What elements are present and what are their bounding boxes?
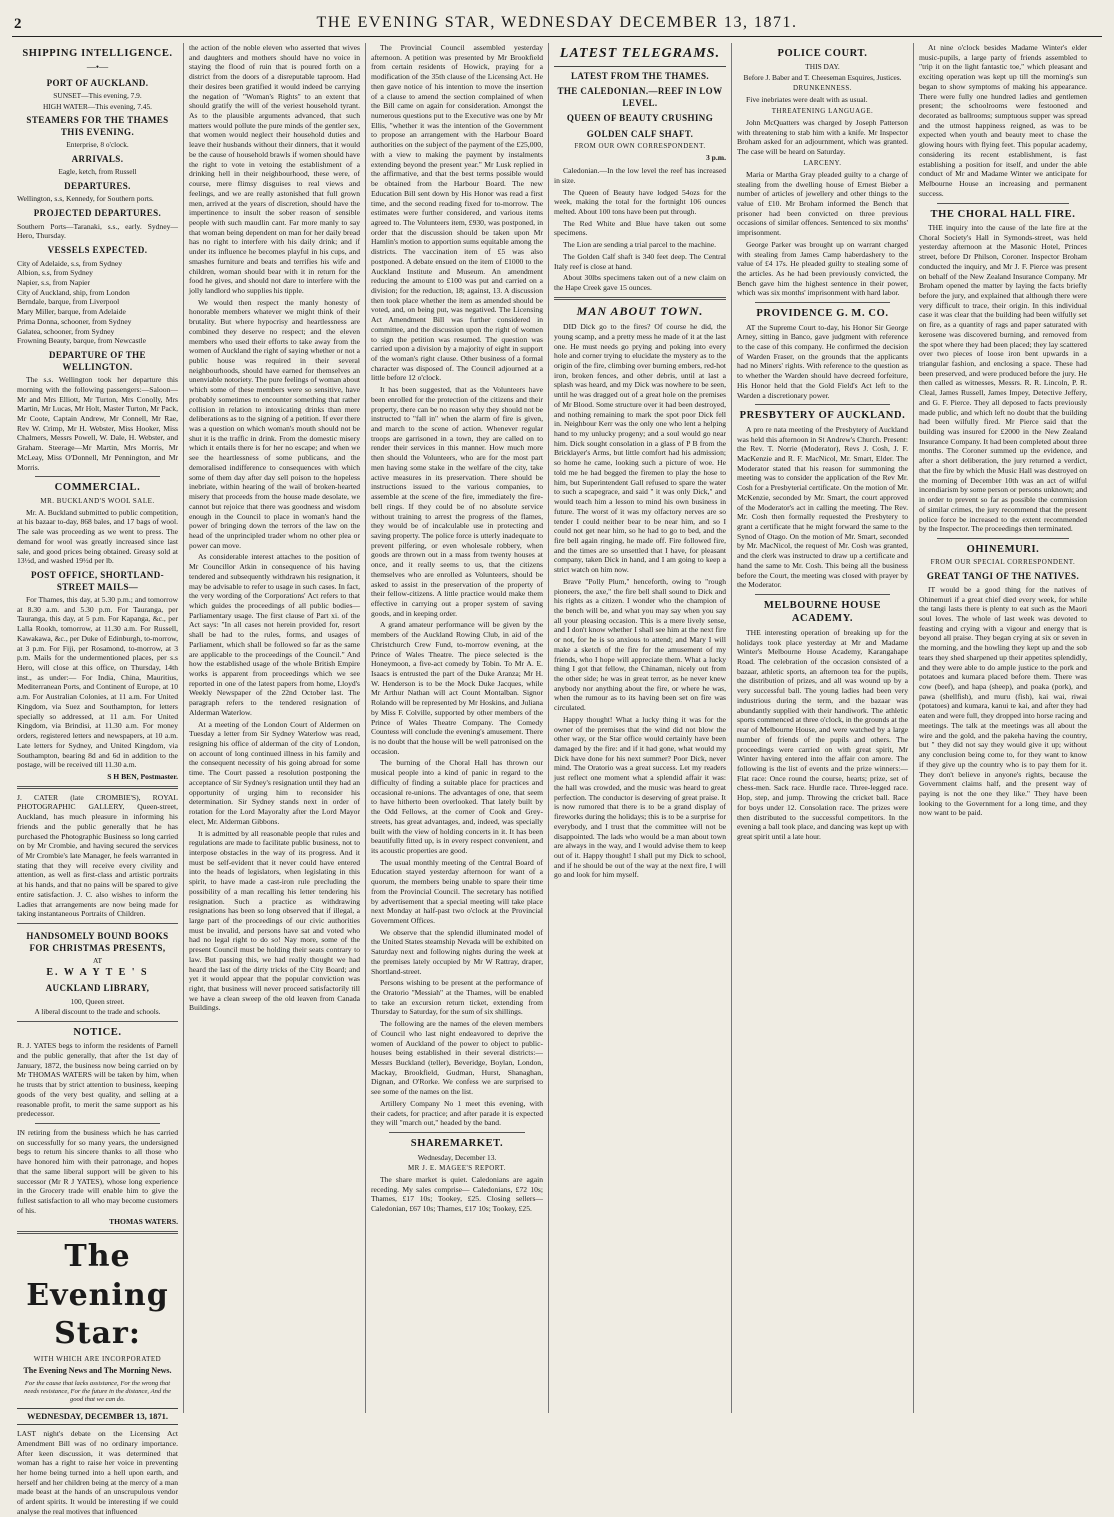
telegram-paragraph: The Lion are sending a trial parcel to the machine. xyxy=(563,240,717,250)
providence-heading: PROVIDENCE G. M. CO. xyxy=(756,308,889,320)
projected-text: Southern Ports—Taranaki, s.s., early. Sydney—Hero, Thursday. xyxy=(17,221,178,241)
notice-text: R. J. YATES begs to inform the residents of Parnell and the public generally, that after the 1st day of January, 1872, the business now being carried on by Mr THOMAS WATERS will be taken by him, when he trusts that by strict attention to business, keeping goods of the very best quality, and selling at a reasonable profit, to merit the same support as his predecessor. xyxy=(17,1041,178,1119)
columns xyxy=(12,43,1102,1516)
article-paragraph: Persons wishing to be present at the performance of the Oratorio "Messiah" at the Thames, will be enabled to take an excursion return ticket, extending from Thursday to Saturday, for the sum of six shillings. xyxy=(371,978,543,1017)
page-number: 2 xyxy=(14,16,22,32)
article-paragraph: Happy thought! What a lucky thing it was for the owner of the premises that the wind did not blow the other way, or the Star office would certainly have been damaged by the fire: and if it had gone, what would my Dick have done for his next summer? Poor Dick, never mind. The Oratorio was a great success. Let my readers just reflect one moment what a splendid affair it was: the hall was crowded, and the music was heard to great perfection. The conductor is deserving of great praise. It is now rumored that there is to be a grand display of fireworks during the holidays; this is to be a surprise for everybody, and I trust that the committee will not be disappointed. The lads who would be a man about town are always in the way, and I would advise them to keep out of it. Happy thought! I shall put my Dick to school, and if he should be out of the way at the next fire, I will go and look for him myself. xyxy=(554,714,726,880)
list-item: Prima Donna, schooner, from Sydney xyxy=(17,316,132,326)
larceny-text: Maria or Martha Gray pleaded guilty to a charge of stealing from the dwelling house of Ernest Bieber a number of articles of jewellery and other things to the value of £10. Mr Broham informed the Bench that prisoner had been convicted on three previous occasions of similar offences. Sentenced to six months' imprisonment. xyxy=(737,169,908,238)
list-item: Mary Miller, barque, from Adelaide xyxy=(17,307,126,317)
arrivals-heading: ARRIVALS. xyxy=(71,153,124,164)
queen-heading: QUEEN OF BEAUTY CRUSHING xyxy=(566,113,714,124)
presbytery-heading: PRESBYTERY OF AUCKLAND. xyxy=(739,410,906,422)
divider xyxy=(554,297,726,300)
wool-heading: MR. BUCKLAND'S WOOL SALE. xyxy=(40,496,155,505)
departures-text: Wellington, s.s, Kennedy, for Southern ports. xyxy=(17,194,154,204)
sharemarket-sub: MR J. E. MAGEE'S REPORT. xyxy=(407,1163,507,1172)
wellington-text: The s.s. Wellington took her departure this morning with the following passengers:—Saloon—Mr and Mrs Elliott, Mr Turton, Mrs Conolly, Mrs Martin, Mr Lucas, Mr Holt, Master Turton, Mr Pack, Mr Coote, Captain Andrew, Mr Connell, Mr Rae, Rev W. Crimp, Mr H. Webster, Miss Hooker, Miss Chalmers, Messrs Powell, W. Dale, H. Webster, and Graham. Steerage—Mr Martin, Mrs Morris, Mr McLeay, Miss O'Donnell, Mr Pennington, and Mr Morris. xyxy=(17,375,178,472)
this-day: THIS DAY. xyxy=(805,62,840,72)
divider xyxy=(35,1123,160,1124)
divider xyxy=(937,203,1069,204)
article-paragraph: the action of the noble eleven who asserted that wives and daughters and mothers should have no voice in staying the flood of ruin that is poured forth on a district from the doors of a disreputable taproom. Had their desires been gratified it would indeed be carrying the negation of "Woman's Rights" to an extent that should gratify the will of the veriest household tyrant. As to the plausible arguments advanced, that such matters would pollute the pure minds of the gentler sex, that women would neglect their household duties and leave their husbands without their dinners, that it would be the cause of household brawls if women should have the right to vote in vetoing the establishment of a drinking hell in their neighbourhood, these were, of course, mere flimsy disguises to real views and feelings, and we are really astonished that full grown men, arrived at the years of discretion, should have the impertinence to insult the sober reason of sensible people with such maudlin cant. Far more manly to say that woman being dependent on man for her daily bread has no right to interfere with his daily drink; and if under its influence he becomes playful in his cups, and smashes furniture and beats and terrifies his wife and children, woman should bear with it in return for the food he gives, and should not dare to interfere with the jolly landlord who supplies his tipple. xyxy=(189,43,360,295)
steamers-text: Enterprise, 8 o'clock. xyxy=(66,140,129,150)
shipping-heading: SHIPPING INTELLIGENCE. xyxy=(22,48,173,59)
article-paragraph: The usual monthly meeting of the Central Board of Education stayed yesterday afternoon for want of a quorum, the members being unable to spare their time from the Provincial Council. The secretary has notified by advertisement that a special meeting will take place next Monday at half-past two o'clock at the Provincial Government Offices. xyxy=(371,857,543,925)
wayte-note: A liberal discount to the trade and schools. xyxy=(34,1007,161,1017)
article-paragraph: The burning of the Choral Hall has thrown our musical people into a kind of panic in regard to the difficulty of finding a suitable place for practices and occasional re-unions. The advantages of one, that seem to have hitherto been overlooked. That lately built by the Odd Fellows, at the corner of Cook and Grey-streets, has great advantages, and, indeed, was specially built with the view of holding concerts in it. It has been beautifully fitted up, is in every respect convenient, and its acoustic properties are good. xyxy=(371,758,543,855)
drunkenness-text: Five inebriates were dealt with as usual. xyxy=(746,95,868,105)
correspondent-line: FROM OUR OWN CORRESPONDENT. xyxy=(574,142,706,151)
article-paragraph: We would then respect the manly honesty of honorable members whatever we might think of their brutality. But where hypocrisy and heartlessness are combined they deserve no respect; and the eleven members who used their efforts to take away from the women of Auckland the right of saying whether or not a public house was required in their several neighbourhoods, should have earned for themselves an unenviable notoriety. The pure feelings of woman about which some of these members were so sensitive, have probably sometimes to encounter something that rather collision in relation to intoxicating drinks than mere deliberations as to the signing of a petition. If ever there was a question on which woman's mouth should not be shut it is the traffic in drink. From the domestic misery which it entails there is for her no escape; and when we see the heartlessness of some publicans, and the demoralised indifference to consequences with which some of them day after day sell poison to the hopeless inebriate, within hearing of the wail of broken-hearted misery that proceeds from the house made desolate, we cannot but rejoice that there was goodness and wisdom enough in the Council to place in woman's hand the power of bringing down the terrors of the law on the head of the unprincipled trader whom no other plea or power can move. xyxy=(189,297,360,550)
article-paragraph: The Provincial Council assembled yesterday afternoon. A petition was presented by Mr Brookfield from certain residents of Howick, praying for a modification of the 35th clause of the Licensing Act. He then gave notice of his intention to move the insertion of a clause to amend the section complained of when the Bill came on again for consideration. Amongst the numerous questions put to the Executive was one by Mr Ellis, "whether it was the intention of the Government to propose an arrangement with the Harbour Board authorities on the subject of the payment of the £25,000, with a view to making the payment by instalments extending beyond the present year." Mr Lusk replied in the affirmative, and that the best terms possible would be obtained from the Harbour Board. The new Education Bill sent down by His Honor was read a first time, and the second reading fixed for to-morrow. The estimates were further considered, and various items agreed to. The Volunteers item, £930, was postponed, in order that the discussion should be taken upon Mr Hamlin's motion to apportion sums equitable among the districts. The vaccination item of £5 was also postponed. A debate ensued on the item of £1000 to the Auckland Institute and Museum. An amendment reducing the amount to £100 was put and carried on a division; for the reduction, 18; against, 13. A discussion then took place whether the item as amended should be voted, and, on being put, was negatived. The Licensing Act Amendment Bill was further considered in committee, and the discussion upon the right of women to sign the petition was resumed. The question was carried upon a division by a majority of eight in support of the woman's right clause. Other business of a formal character was disposed of. The Council adjourned at a little before 12 o'clock. xyxy=(371,43,543,383)
column-3 xyxy=(366,43,549,1413)
retire-text: IN retiring from the business which he has carried on successfully for so many years, the undersigned begs to return his sincere thanks to all those who have honored him with their patronage, and hopes that the same liberal support will be given to his successor (Mr R J YATES), whose long experience in the Grocery trade will enable him to give the fullest satisfaction to all who may become customers of his. xyxy=(17,1127,178,1215)
cater-advert: J. CATER (late CROMBIE'S), ROYAL PHOTOGRAPHIC GALLERY, Queen-street, Auckland, has much pleasure in informing his friends and the public generally that he has purchased the Photographic Business so long carried on by Mr Crombie, and having secured the services of Mr Crombie's late Manager, he feels warranted in stating that they will receive every civility and attention, as well as first-class and artistic portraits at his hands, and that no pains will be spared to give entire satisfaction. J. C. also wishes to inform the Ladies that arrangements are now being made for taking instantaneous Portraits of Children. xyxy=(17,792,178,919)
article-paragraph: At nine o'clock besides Madame Winter's elder music-pupils, a large party of friends assembled to "trip it on the light fantastic toe," which pleasant and exciting operation was kept up till the morning's sun began to show symptoms of making his appearance. There were fully one hundred ladies and gentlemen present; the schoolrooms were festooned and decorated as ballrooms; sumptuous supper was spread and the utmost happiness reigned, as was to be expected when youth and beauty meet to chase the glowing hours with flying feet. This popular academy, considering its recent establishment, is fast establishing a position for itself, and under the able conduct of Mr and Madame Winter we anticipate for Melbourne House an increasing and permanent success. xyxy=(919,43,1087,198)
tangi-text: IT would be a good thing for the natives of Ohinemuri if a great chief died every week, for while the tangi lasts there is plenty to eat such as the Maori soul loves. The whole of last week was devoted to feasting and crying with a vigour and energy that is beyond all praise. They began crying at six or seven in the morning, and the howling they kept up and the sob tears they shed sharpened up their appetites splendidly, and they were able to do ample justice to the pork and potatoes and kumara placed before them. There was cow (beef), and hapa (sheep), and poaka (pork), and pawa (shellfish), and muru (fish), kai wai, riwai (potatoes) and kumara, kanui te kai, and after they had eaten and were full, they dropped into horse racing and meetings. The talk at the meetings was all about the wire and the gold, and the pakeha having the country, but " they did not say they would give it up; without any conclusion being come to, for they want to know if they give up the country who is to pay them for it. They don't believe in anyone's rights, because the Government claims half, and the present way of paying is not the one they like." They have been looking to the Government for a long time, and they now want to be paid. xyxy=(919,584,1087,818)
wayte-address: 100, Queen street. xyxy=(70,996,125,1006)
list-item: City of Auckland, ship, from London xyxy=(17,287,130,297)
nameplate-sub: The Evening News and The Morning News. xyxy=(23,1366,172,1376)
divider xyxy=(755,404,890,405)
article-paragraph: Artillery Company No 1 meet this evening, with their cadets, for practice; and after parade it is expected they will "march out," headed by the band. xyxy=(371,1098,543,1128)
page-title: THE EVENING STAR, WEDNESDAY DECEMBER 13, 1871. xyxy=(316,14,798,31)
telegram-paragraph: Caledonian.—In the low level the reef has increased in size. xyxy=(554,166,726,185)
masthead xyxy=(12,10,1102,37)
justices-line: Before J. Baber and T. Cheeseman Esquires, Justices. xyxy=(743,72,902,82)
telegrams-banner: LATEST TELEGRAMS. xyxy=(554,45,726,67)
postmaster-signature: S H BEN, Postmaster. xyxy=(107,771,178,781)
ohinemuri-heading: OHINEMURI. xyxy=(966,543,1040,555)
column-1 xyxy=(12,43,184,1516)
police-court-heading: POLICE COURT. xyxy=(777,48,868,59)
threatening-text: John McQuatters was charged by Joseph Patterson with threatening to stab him with a knife. Mr Inspector Broham asked for an adjournment, which was granted. The case will be heard on Saturday. xyxy=(737,118,908,157)
sharemarket-text: The share market is quiet. Caledonians are again receding. My sales comprise— Caledonians, £72 10s; Thames, £17 10s; Tookey, £25. Closing sellers—Caledonian, £67 10s; Thames, £17 10s; Tookey, £25. xyxy=(371,1174,543,1214)
threatening-heading: THREATENING LANGUAGE. xyxy=(771,107,874,116)
books-at: AT xyxy=(92,956,103,966)
divider xyxy=(755,594,890,595)
wool-text: Mr. A. Buckland submitted to public competition, at his bazaar to-day, 868 bales, and 17 bags of wool. The sale was proceeding as we went to press. The demand for wool was greatly increased since last sale, and good prices being obtained. Greasy sold at 13½d, and washed 19½d per lb. xyxy=(17,507,178,566)
melbourne-heading: MELBOURNE HOUSE ACADEMY. xyxy=(763,600,882,625)
steamers-heading: STEAMERS FOR THE THAMES THIS EVENING. xyxy=(26,115,169,137)
presbytery-text: A pro re nata meeting of the Presbytery of Auckland was held this afternoon in St Andrew's Church. Present: the Rev. T. Norrie (Moderator), Revs J. Cosh, J. F. MacKenzie and R. F. MacNicol, Mr. Smart, Elder. The Moderator stated that his reason for summoning the meeting was to consider the application of the Rev Mr. Cosh for a Presbyterial certificate. On the motion of Mr. McKenzie, seconded by Mr. Smart, the court approved of the Moderator's act in calling the meeting. The Rev. Mr. Cosh then formally requested the Presbytery to grant a certificate that he might forward the same to the Synod of Otago. On the motion of Mr. Smart, seconded by Mr. MacNicol, the request of Mr. Cosh was granted, and the clerk was instructed to draw up a certificate and hand the same to Mr. Cosh. This being all the business before the Court, the meeting was closed with prayer by the Moderator. xyxy=(737,424,908,590)
projected-heading: PROJECTED DEPARTURES. xyxy=(33,208,162,219)
article-paragraph: At a meeting of the London Court of Aldermen on Tuesday a letter from Sir Sydney Waterlow was read, resigning his office of alderman of the city of London, on account of long continued illness in his family and the consequent necessity of his going abroad for some time. The Court passed a resolution postponing the acceptance of Sir Sydney's resignation until they had an opportunity of urging him to reconsider his determination. Sir Sydney stands next in order of rotation for the Lord Mayoralty after the Lord Mayor elect, Mr. Alderman Gibbons. xyxy=(189,719,360,826)
books-heading: HANDSOMELY BOUND BOOKS FOR CHRISTMAS PRESENTS, xyxy=(26,931,169,953)
column-2 xyxy=(184,43,366,1413)
telegram-paragraph: The Queen of Beauty have lodged 54ozs for the week, making the total for the fortnight 106 ounces melted. About 100 tons have been put through. xyxy=(554,187,726,217)
commercial-heading: COMMERCIAL. xyxy=(54,482,141,494)
sharemarket-heading: SHAREMARKET. xyxy=(410,1138,504,1150)
nameplate-with: WITH WHICH ARE INCORPORATED xyxy=(33,1355,162,1364)
parker-text: George Parker was brought up on warrant charged with stealing from James Camp haberdashery to the value of £4 17s. He pleaded guilty to stealing some of the articles. As he had been previously convicted, the Bench gave him the highest sentence in their power, which was six months' imprisonment with hard labor. xyxy=(737,239,908,298)
wayte-place: AUCKLAND LIBRARY, xyxy=(45,983,150,994)
drunkenness-heading: DRUNKENNESS. xyxy=(792,84,853,93)
telegram-paragraph: About 30lbs specimens taken out of a new claim on the Hape Creek gave 15 ounces. xyxy=(554,273,726,293)
ohinemuri-correspondent: FROM OUR SPECIAL CORRESPONDENT. xyxy=(930,558,1076,567)
article-paragraph: It is admitted by all reasonable people that rules and regulations are made to facilitate public business, not to interpose obstacles in the way of its progress. And it must be self-evident that it never could have entered into the heads of legislators, when legislating in this spirit, to have made a cast-iron rule precluding the possibility of a man recalling his letter tendering his resignation. Such a practice as withdrawing resignations has been so long observed that if illegal, a large part of the proceedings of our civic authorities must be invalid, and persons have sat and voted who had no legal right to do so! Nay more, some of the present Council must be holding their seats contrary to law. But passing this, we had really thought we had heard the last of the dirty tricks of the City Board; and yet it would appear that the popular conviction was right, that business will never proceed satisfactorily till we have a clean sweep of the old leaven from Canada Buildings. xyxy=(189,828,360,1013)
article-paragraph: We observe that the splendid illuminated model of the United States steamship Nevada will be exhibited on Saturday next and following nights during the week at the premises lately occupied by Mr W Rattray, draper, Shortland-street. xyxy=(371,927,543,976)
leader-text: LAST night's debate on the Licensing Act Amendment Bill was of no ordinary importance. After keen discussion, it was determined that woman has a right to raise her voice in preventing her home being turned into a hell upon earth, and herself and her children being at the mercy of a man made beast at the hands of an unscrupulous vendor of ardent spirits. It would be interesting if we could analyse the real motives that influenced xyxy=(17,1429,178,1516)
divider xyxy=(35,476,160,477)
list-item: Frowning Beauty, barque, from Newcastle xyxy=(17,336,146,346)
list-item: Berndale, barque, from Liverpool xyxy=(17,297,120,307)
notice-heading: NOTICE. xyxy=(73,1026,122,1038)
list-item: Albion, s.s, from Sydney xyxy=(17,268,93,278)
departures-heading: DEPARTURES. xyxy=(64,180,131,191)
divider xyxy=(937,538,1069,539)
expected-heading: VESSELS EXPECTED. xyxy=(47,245,148,256)
telegram-paragraph: The Red White and Blue have taken out some specimens. xyxy=(554,218,726,238)
telegram-paragraph: The Golden Calf shaft is 340 feet deep. The Central Italy reef is close at hand. xyxy=(554,251,726,271)
choral-hall-heading: THE CHORAL HALL FIRE. xyxy=(930,208,1076,220)
column-4 xyxy=(549,43,732,1413)
thames-heading: LATEST FROM THE THAMES. xyxy=(570,70,710,81)
high-water-line: HIGH WATER—This evening, 7.45. xyxy=(42,101,153,111)
list-item: City of Adelaide, s.s, from Sydney xyxy=(17,258,123,268)
man-about-town-heading: MAN ABOUT TOWN. xyxy=(576,303,704,318)
divider-ornament: —•— xyxy=(86,62,109,73)
port-heading: PORT OF AUCKLAND. xyxy=(46,77,149,88)
divider xyxy=(17,1231,178,1234)
caledonian-heading: THE CALEDONIAN.—REEF IN LOW LEVEL. xyxy=(557,86,723,108)
column-5 xyxy=(732,43,914,1413)
waters-signature: THOMAS WATERS. xyxy=(109,1217,178,1227)
melbourne-text: THE interesting operation of breaking up for the holidays took place yesterday at Mr and Madame Winter's Melbourne House Academy, Karangahape Road. The celebration of the occasion consisted of a bazaar, athletic sports, an afternoon tea for the pupils, the distribution of prizes, and all was wound up by a very successful ball. The young ladies had been very industrious during the term, and the bazaar was abundantly supplied with their handiwork. The athletic sports commenced at three o'clock, in the grounds at the rear of Melbourne House, and were watched by a large number of friends of the pupils and others. The proceedings were carried on with great spirit, Mr Winter having entered into the affair con amore. The following is the list of events and the prize winners:—Flat race: Once round the course, hearts; prize, set of chess-men. Sack race. Hurdle race. Three-legged race. Hop, step, and jump. Throwing the cricket ball. Race for boys under 12. Consolation race. The prizes were then distributed to the successful competitors. In the evening a ball took place, and dancing was kept up with great spirit until a late hour. xyxy=(737,627,908,841)
article-paragraph: As considerable interest attaches to the position of Mr Councillor Atkin in consequence of his having tendered and subsequently withdrawn his resignation, it may be advisable to refer to usage in such cases. In fact, the very wording of the Corporations' Act refers to that which guides the proceedings of all public bodies—Parliamentary usage. The first clause of Part xi. of the Act says: "In all cases not herein provided for, resort shall be had to the rules, forms, and usages of Parliament, which shall be followed so far as the same are applicable to the proceedings of the Council." And how the established usage of the whole British Empire works is apparent from proceedings which we see reported in one of the latest papers from home, Lloyd's Weekly Newspaper of the 22nd October last. The paragraph refers to the tendered resignation of Alderman Waterlow. xyxy=(189,552,360,717)
tangi-heading: GREAT TANGI OF THE NATIVES. xyxy=(926,571,1080,582)
list-item: Napier, s.s, from Napier xyxy=(17,278,91,288)
issue-date: WEDNESDAY, DECEMBER 13, 1871. xyxy=(17,1408,178,1425)
divider xyxy=(389,1132,525,1133)
providence-text: AT the Supreme Court to-day, his Honor Sir George Arney, sitting in Banco, gave judgment with reference to the case of this company. He confirmed the decision of Warden Fraser, on the grounds that the applicants had no Miners' rights. With reference to the question as to whether the Warden should have decreed forfeiture, His Honor held that the Gold Field's Act left to the Warden a discretionary power. xyxy=(737,322,908,400)
newspaper-nameplate: The Evening Star: xyxy=(26,1239,169,1351)
wayte-name: E. W A Y T E ' S xyxy=(46,966,149,978)
column-6 xyxy=(914,43,1092,1413)
divider xyxy=(17,786,178,789)
telegram-time: 3 p.m. xyxy=(705,153,726,163)
article-paragraph: A grand amateur performance will be given by the members of the Auckland Rowing Club, in aid of the Christchurch Crew Fund, to-morrow evening, at the Prince of Wales Theatre. The piece selected is the Honeymoon, a five-act comedy by Tobin. To Mr A. E. Isaacs is entrusted the part of the Duke Aranza; Mr H. W. Henderson is to be the Mock Duke Jacques, while Mr Arthur Nathan will act Count Montalban. Signor Rolando will be represented by Mr Hoskins, and Juliana by Miss F. Colville, supported by other members of the Prince of Wales Theatre Company. The Comedy Countess will conclude the evening's amusement. There is no doubt that the house will be well patronised on the occasion. xyxy=(371,620,543,756)
article-paragraph: DID Dick go to the fires? Of course he did, the young scamp, and a pretty mess he made of it at the last one. He must needs go prying and poking into every hole and corner trying to elucidate the mystery as to the origin of the fire, climbing over burning embers, red-hot iron, broken fences, and other debris, until at last a splash was heard, and my Dick was nowhere to be seen, until he was dragged out of a great hole on the premises of Mr Blood. Some structure over it had been destroyed, and nothing remaining to mark the spot poor Dick fell in. Neighbour Kerr was the only one who lent a helping hand to my unlucky progeny; and a soul would go near him. Dick sought consolation in a glass of P B from the Bricklayer's Arms, but little comfort had his admission; so home he came, looking such a picture of woe. He told me he had begged the firemen to play the hose to him, but Superintendent Gall refused to spare the water to such a scapegrace, and said " it was only Dick," and would teach him a lesson to mind his own business in future. The worst of it was my olfactory nerves are so tender I could neither bear to be near him, and so I could not get near him, so he had to go to bed, and the fire bell again ringing, he made off. Fire followed fire, and the times are so unsettled that I have, for pleasant company, taken Dick in hand, and I am going to keep a strict watch on him now. xyxy=(554,322,726,575)
choral-hall-text: THE inquiry into the cause of the late fire at the Choral Society's Hall in Symonds-street, was held yesterday afternoon at the Masonic Hotel, Princes street, before Dr Philson, Coroner. Inspector Broham conducted the inquiry, and Mr J. F. Pierce was present on behalf of the New Zealand Insurance Company. Mr Broham opened the matter by laying the facts briefly before the jury, and explained that although there were very difficult to trace, their origin. In this individual case it was clear that the building had been wilfully set on fire, as a quantity of rags and paper saturated with kerosene was discovered burning, and removed from the spot where they had been placed; they lay scattered over two pieces of loose iron bent upwards in a triangular fashion, and enclosing a space. These had been preserved, and were produced before the jury. He then called as witnesses, Messrs. R. R. Lincoln, P. R. Cleal, James Russell, James Impey, Detective Jeffery, and G. F. Pierce. They all deposed to facts previously made public, and which left no doubt that the building had been wilfully fired. Mr Pierce said that the building was insured for £2000 in the New Zealand Insurance Company. It had been completed about three months. The Coroner summed up the evidence, and after a short deliberation, the jury returned a verdict, that the fire by which the Music Hall was destroyed on the morning of December 10th was an act of wilful incendiarism by some person or persons unknown; and in order to prevent so far as possible the commission of similar crimes, the jury recommend that the present police force be increased to the extent recommended by the Inspector. The proceedings then terminated. xyxy=(919,222,1087,534)
article-paragraph: It has been suggested, that as the Volunteers have been enrolled for the protection of the citizens and their property, there can be no reason why they should not be instructed to "fall in" when the alarm of fire is given, and march to the scene of action. Whenever regular troops are garrisoned in a town, they are called on to render their services in this manner. How much more then should the Volunteers, who are for the most part men having some stake in the welfare of the city, take active measures in its preservation. There should be instructions issued to the various companies, to assemble at the scene of the fire, immediately the fire-bell rings. If they could be of no absolute service without training to arrest the progress of the flames, they would be of incalculable use in protecting and saving property. The police force is utterly inadequate to prevent pilfering, or even wholesale robbery, when goods are thrown out in a mass from twenty houses at once, and it really seems to us, that the citizens themselves who are enrolled as Volunteers, should be asked to assist in the preservation of the property of their fellow-citizens. A little practice would make them effective in carrying out a proper system of saving goods, and in keeping order. xyxy=(371,385,543,618)
sunset-line: SUNSET—This evening, 7.9. xyxy=(53,91,142,101)
divider xyxy=(755,302,890,303)
post-office-text: For Thames, this day, at 5.30 p.m.; and tomorrow at 8.30 a.m. and 5.30 p.m. For Tauranga, per Tauranga, this day, at 5 p.m. For Kapanga, &c., per Lalla Rookh, tomorrow, at 11.30 a.m. For Russell, Kawakawa, &c., per Duke of Edinburgh, to-morrow, at 3 p.m. For Fiji, per Rosamond, to-morrow, at 3 p.m. Mails for the undermentioned places, per s.s Hero, will close at this office, on Thursday, 14th inst., as under:— For India, China, Mauritius, Mediterranean Ports, and Continent of Europe, at 10 a.m. For Australian Colonies, at 11 a.m. For United Kingdom, via Suez and Southampton, for letters specially so addressed, at 11 a.m. For United Kingdom, via Brindisi, at 11.30 a.m. For money orders, registered letters and newspapers, at 10 a.m. Late letters for Sydney, and United Kingdom, via Southampton, bearing 8d and 6d in addition to the postage, will be received till 11.30 a.m. xyxy=(17,595,178,770)
arrivals-text: Eagle, ketch, from Russell xyxy=(58,167,137,177)
list-item: Galatea, schooner, from Sydney xyxy=(17,326,115,336)
article-paragraph: The following are the names of the eleven members of Council who last night endeavored to deprive the women of Auckland of the power to object to public-houses being established in their several districts:—Messrs Buckland (teller), Beveridge, Boylan, London, Mackay, Brookfield, Gudman, Hurst, Shanaghan, Dignan, and O'Rorke. We confess we are surprised to see some of the names on the list. xyxy=(371,1019,543,1097)
post-office-heading: POST OFFICE, SHORTLAND-STREET MAILS— xyxy=(31,569,164,592)
motto: For the cause that lacks assistance, For the wrong that needs resistance, For the future in the distance, And the good that we can do. xyxy=(24,1379,171,1403)
expected-list xyxy=(17,259,178,346)
golden-calf-heading: GOLDEN CALF SHAFT. xyxy=(586,128,694,139)
article-paragraph: Brave "Polly Plum," henceforth, owing to "rough pioneers, the axe," the fire bell shall sound to Dick and his rights as a citizen. I wonder who the champion of the bench will be, and what you may say when you say all your pleasing occasion. This is a mere lively sense, and I don't know whether I shall see him at the next fire or not, for he is so anxious to attend; and Mary I will make a sketch of the fire for the amusement of my friends, who I hope will appreciate them. What a lucky thing I got that fellow, the Chinaman, nicely out from the other side; he was in great terror, as he never knew anybody nor anything about the fire, or where he was, when the rumour as to its having been set on fire was circulated. xyxy=(554,576,726,713)
sharemarket-date: Wednesday, December 13. xyxy=(417,1152,497,1162)
larceny-heading: LARCENY. xyxy=(803,158,842,167)
wellington-heading: DEPARTURE OF THE WELLINGTON. xyxy=(49,350,146,372)
wayte-advert xyxy=(17,923,178,1022)
